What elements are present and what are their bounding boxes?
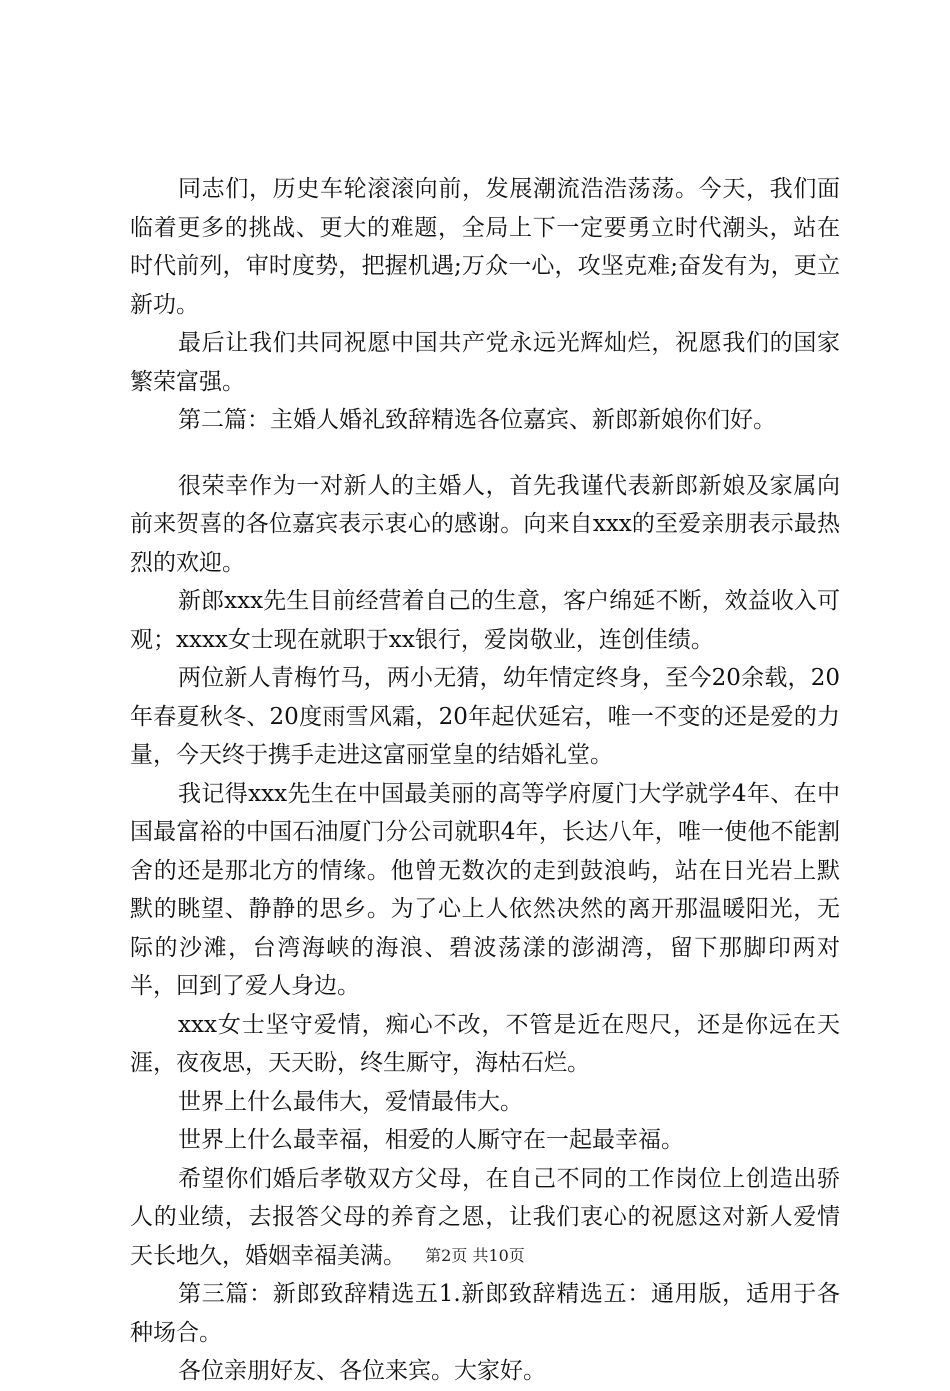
paragraph: xxx女士坚守爱情，痴心不改，不管是近在咫尺，还是你远在天涯，夜夜思，天天盼，终生厮守，海枯石烂。 [130,1011,840,1076]
paragraph: 很荣幸作为一对新人的主婚人，首先我谨代表新郎新娘及家属向前来贺喜的各位嘉宾表示衷心的感谢。向来自xxx的至爱亲朋表示最热烈的欢迎。 [130,472,840,576]
paragraph: 世界上什么最伟大，爱情最伟大。 [178,1088,523,1115]
paragraph: 最后让我们共同祝愿中国共产党永远光辉灿烂，祝愿我们的国家繁荣富强。 [130,330,840,395]
section-heading: 第三篇：新郎致辞精选五1.新郎致辞精选五：通用版，适用于各种场合。 [130,1281,840,1346]
paragraph: 我记得xxx先生在中国最美丽的高等学府厦门大学就学4年、在中国最富裕的中国石油厦门分公司就职4年，长达八年，唯一使他不能割舍的还是那北方的情缘。他曾无数次的走到鼓浪屿，站在日光岩上默默的眺望、静静的思乡。为了心上人依然决然的离开那温暖阳光，无际的沙滩，台湾海峡的海浪、碧波荡漾的澎湖湾，留下那脚印两对半，回到了爱人身边。 [130,780,840,999]
document-body [130,170,840,1391]
paragraph: 两位新人青梅竹马，两小无猜，幼年情定终身，至今20余载，20年春夏秋冬、20度雨雪风霜，20年起伏延宕，唯一不变的还是爱的力量，今天终于携手走进这富丽堂皇的结婚礼堂。 [130,665,840,768]
paragraph: 世界上什么最幸福，相爱的人厮守在一起最幸福。 [178,1127,684,1153]
paragraph: 希望你们婚后孝敬双方父母，在自己不同的工作岗位上创造出骄人的业绩，去报答父母的养育之恩，让我们衷心的祝愿这对新人爱情天长地久，婚姻幸福美满。 [130,1165,840,1269]
section-heading: 第二篇：主婚人婚礼致辞精选各位嘉宾、新郎新娘你们好。 [178,407,776,433]
paragraph: 新郎xxx先生目前经营着自己的生意，客户绵延不断，效益收入可观；xxxx女士现在就职于xx银行，爱岗敬业，连创佳绩。 [130,588,840,653]
paragraph: 各位亲朋好友、各位来宾。大家好。 [178,1358,546,1384]
page-number-footer: 第2页 共10页 [425,1246,525,1265]
paragraph: 同志们，历史车轮滚滚向前，发展潮流浩浩荡荡。今天，我们面临着更多的挑战、更大的难题，全局上下一定要勇立时代潮头，站在时代前列，审时度势，把握机遇;万众一心，攻坚克难;奋发有为，更立新功。 [130,176,840,318]
